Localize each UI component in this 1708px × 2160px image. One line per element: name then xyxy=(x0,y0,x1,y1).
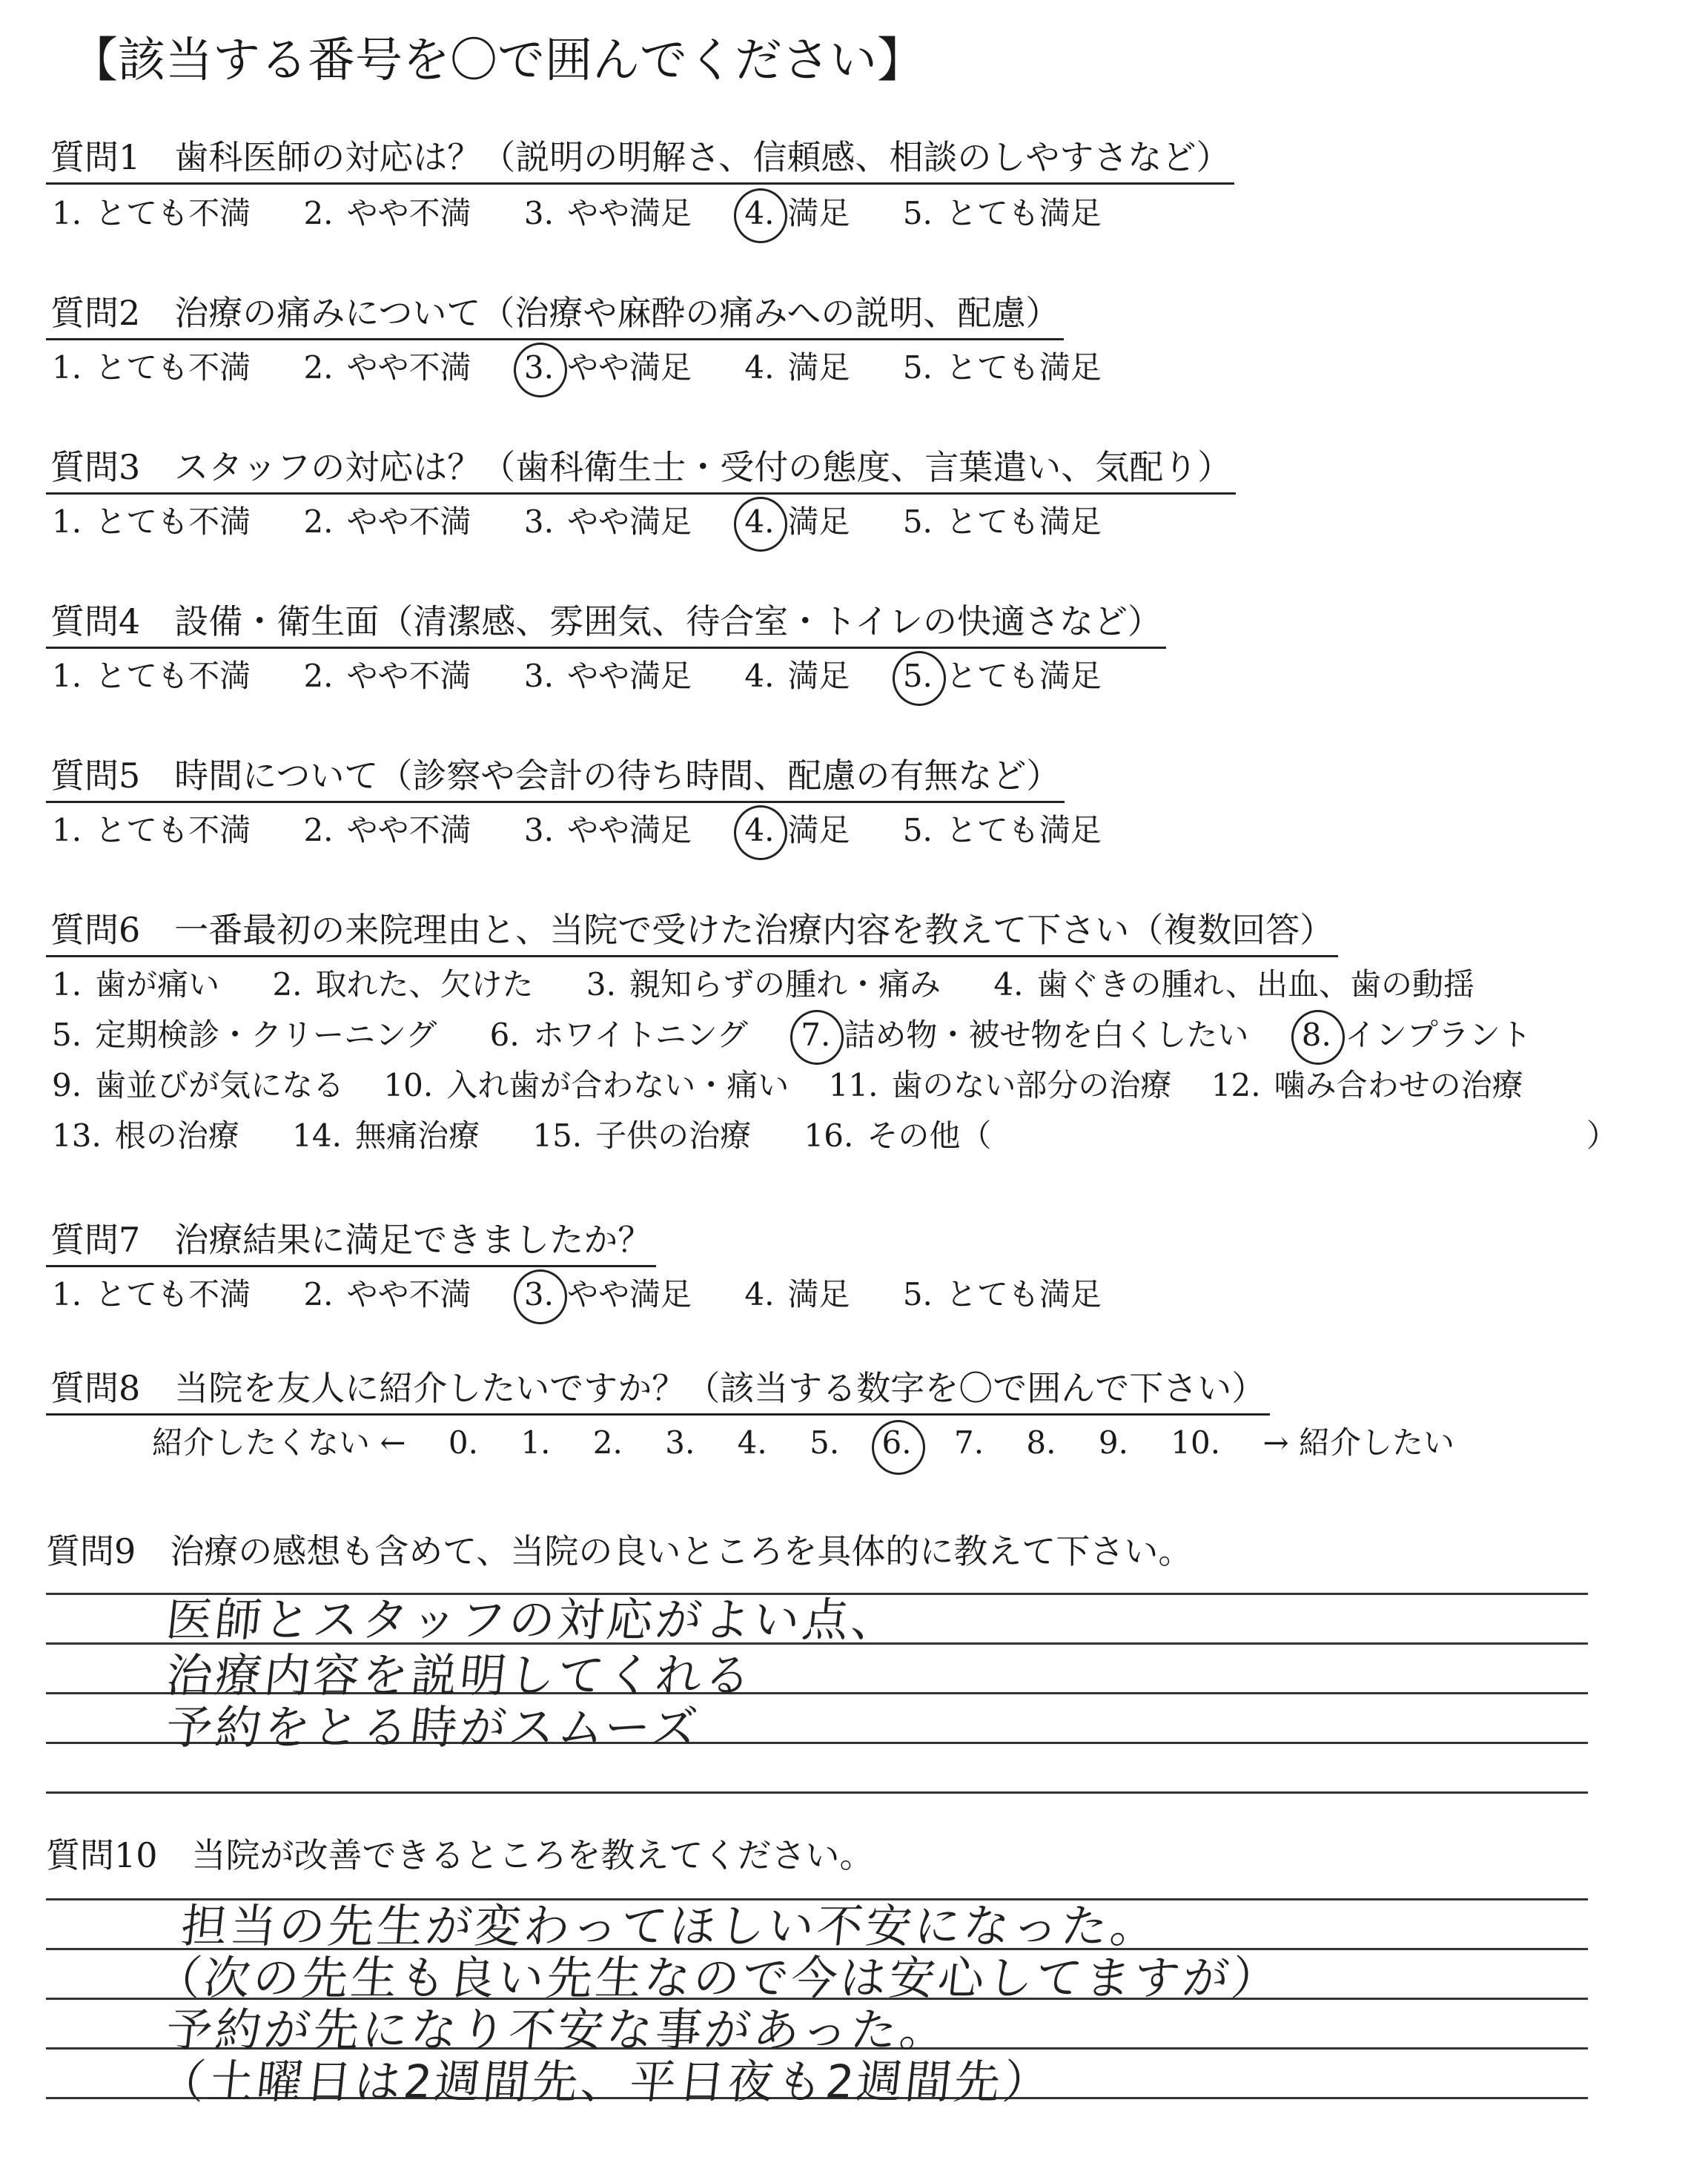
question-5-options xyxy=(52,810,1145,851)
q6-option-2[interactable]: 2. 取れた、欠けた xyxy=(272,966,534,1003)
q1-option-5[interactable]: 5. とても満足 xyxy=(902,195,1102,231)
q5-option-1[interactable]: 1. とても不満 xyxy=(52,812,251,848)
q8-score-0[interactable]: 0. xyxy=(448,1424,478,1461)
q6-option-1[interactable]: 1. 歯が痛い xyxy=(52,966,220,1003)
question-7-title: 質問7 治療結果に満足できましたか？ xyxy=(46,1216,656,1267)
page-title: 【該当する番号を〇で囲んでください】 xyxy=(70,33,924,88)
q6-option-16[interactable]: 16. その他（ xyxy=(804,1117,992,1154)
question-5-title: 質問5 時間について（診察や会計の待ち時間、配慮の有無など） xyxy=(46,752,1065,803)
q7-option-2[interactable]: 2. やや不満 xyxy=(303,1276,471,1312)
q10-answer-line-3: 予約が先になり不安な事があった。 xyxy=(163,2003,952,2057)
question-2-title: 質問2 治療の痛みについて（治療や麻酔の痛みへの説明、配慮） xyxy=(46,289,1064,340)
q6-option-5[interactable]: 5. 定期検診・クリーニング xyxy=(52,1017,437,1053)
q6-option-3[interactable]: 3. 親知らずの腫れ・痛み xyxy=(586,966,941,1003)
q6-option-9[interactable]: 9. 歯並びが気になる xyxy=(52,1067,345,1103)
q1-option-2[interactable]: 2. やや不満 xyxy=(303,195,471,231)
q6-option-15[interactable]: 15. 子供の治療 xyxy=(532,1117,752,1154)
q8-score-9[interactable]: 9. xyxy=(1098,1424,1128,1461)
question-8-title: 質問8 当院を友人に紹介したいですか？（該当する数字を〇で囲んで下さい） xyxy=(46,1364,1270,1416)
q8-scale xyxy=(152,1422,1487,1464)
q1-option-3[interactable]: 3. やや満足 xyxy=(523,195,692,231)
question-2-options xyxy=(52,347,1145,389)
question-6-title: 質問6 一番最初の来院理由と、当院で受けた治療内容を教えて下さい（複数回答） xyxy=(46,906,1338,957)
q5-option-2[interactable]: 2. やや不満 xyxy=(303,812,471,848)
q9-answer-line-3: 予約をとる時がスムーズ xyxy=(163,1700,704,1754)
q4-option-4[interactable]: 4. 満足 xyxy=(744,658,850,694)
q2-option-1[interactable]: 1. とても不満 xyxy=(52,349,251,386)
q6-option-7-circled[interactable]: 7. 詰め物・被せ物を白くしたい xyxy=(801,1017,1249,1053)
q5-option-4-circled[interactable]: 4. 満足 xyxy=(744,812,850,848)
q6-option-4[interactable]: 4. 歯ぐきの腫れ、出血、歯の動揺 xyxy=(993,966,1474,1003)
q3-option-4-circled[interactable]: 4. 満足 xyxy=(744,503,850,540)
q4-option-5-circled[interactable]: 5. とても満足 xyxy=(902,658,1102,694)
q8-score-1[interactable]: 1. xyxy=(520,1424,551,1461)
q4-option-1[interactable]: 1. とても不満 xyxy=(52,658,251,694)
q10-answer-line-2: （次の先生も良い先生なので今は安心してますが） xyxy=(152,1951,1284,2005)
q8-left-label: 紹介したくない ← xyxy=(152,1424,406,1461)
q5-option-5[interactable]: 5. とても満足 xyxy=(902,812,1102,848)
q10-answer-line-1: 担当の先生が変わってほしい不安になった。 xyxy=(178,1899,1162,1953)
question-7-options xyxy=(52,1274,1145,1315)
q6-option-11[interactable]: 11. 歯のない部分の治療 xyxy=(828,1067,1172,1103)
question-3-options xyxy=(52,501,1145,543)
q2-option-5[interactable]: 5. とても満足 xyxy=(902,349,1102,386)
q2-option-3-circled[interactable]: 3. やや満足 xyxy=(523,349,692,386)
question-4-options xyxy=(52,655,1145,697)
q6-option-14[interactable]: 14. 無痛治療 xyxy=(292,1117,480,1154)
question-4-title: 質問4 設備・衛生面（清潔感、雰囲気、待合室・トイレの快適さなど） xyxy=(46,598,1166,649)
question-9-title: 質問9 治療の感想も含めて、当院の良いところを具体的に教えて下さい。 xyxy=(46,1531,1193,1571)
q7-option-3-circled[interactable]: 3. やや満足 xyxy=(523,1276,692,1312)
q1-option-4-circled[interactable]: 4. 満足 xyxy=(744,195,850,231)
q4-option-2[interactable]: 2. やや不満 xyxy=(303,658,471,694)
q8-score-4[interactable]: 4. xyxy=(737,1424,767,1461)
question-1-title: 質問1 歯科医師の対応は？（説明の明解さ、信頼感、相談のしやすさなど） xyxy=(46,133,1234,185)
question-1-options xyxy=(52,193,1145,234)
q9-line-5 xyxy=(46,1791,1588,1794)
q8-score-10[interactable]: 10. xyxy=(1171,1424,1221,1461)
q3-option-5[interactable]: 5. とても満足 xyxy=(902,503,1102,540)
q3-option-2[interactable]: 2. やや不満 xyxy=(303,503,471,540)
q2-option-2[interactable]: 2. やや不満 xyxy=(303,349,471,386)
q1-option-1[interactable]: 1. とても不満 xyxy=(52,195,251,231)
q4-option-3[interactable]: 3. やや満足 xyxy=(523,658,692,694)
q3-option-1[interactable]: 1. とても不満 xyxy=(52,503,251,540)
q7-option-1[interactable]: 1. とても不満 xyxy=(52,1276,251,1312)
question-10-title: 質問10 当院が改善できるところを教えてください。 xyxy=(46,1835,874,1875)
q6-option-12[interactable]: 12. 噛み合わせの治療 xyxy=(1211,1067,1523,1103)
q10-answer-line-4: （土曜日は2週間先、平日夜も2週間先） xyxy=(156,2055,1055,2109)
q7-option-4[interactable]: 4. 満足 xyxy=(744,1276,850,1312)
q9-answer-line-2: 治療内容を説明してくれる xyxy=(163,1648,757,1702)
q3-option-3[interactable]: 3. やや満足 xyxy=(523,503,692,540)
q8-score-8[interactable]: 8. xyxy=(1026,1424,1056,1461)
q6-option-13[interactable]: 13. 根の治療 xyxy=(52,1117,239,1154)
q7-option-5[interactable]: 5. とても満足 xyxy=(902,1276,1102,1312)
q6-option-8-circled[interactable]: 8. インプラント xyxy=(1301,1017,1532,1053)
q6-option-10[interactable]: 10. 入れ歯が合わない・痛い xyxy=(383,1067,790,1103)
q6-row-2 xyxy=(52,1014,1575,1056)
q9-answer-line-1: 医師とスタッフの対応がよい点、 xyxy=(163,1593,904,1647)
q6-other-close-paren: ） xyxy=(1586,1117,1618,1154)
q6-row-1 xyxy=(52,964,1517,1005)
q2-option-4[interactable]: 4. 満足 xyxy=(744,349,850,386)
q5-option-3[interactable]: 3. やや満足 xyxy=(523,812,692,848)
q8-score-2[interactable]: 2. xyxy=(592,1424,623,1461)
q8-right-label: → 紹介したい xyxy=(1262,1424,1454,1461)
q8-score-3[interactable]: 3. xyxy=(665,1424,695,1461)
q8-score-7[interactable]: 7. xyxy=(953,1424,984,1461)
q6-option-6[interactable]: 6. ホワイトニング xyxy=(489,1017,748,1053)
q8-score-5[interactable]: 5. xyxy=(810,1424,840,1461)
q6-row-3 xyxy=(52,1065,1523,1106)
q8-score-6-circled[interactable]: 6. xyxy=(881,1424,912,1461)
question-3-title: 質問3 スタッフの対応は？（歯科衛生士・受付の態度、言葉遣い、気配り） xyxy=(46,443,1236,495)
q6-row-4 xyxy=(52,1115,1034,1157)
